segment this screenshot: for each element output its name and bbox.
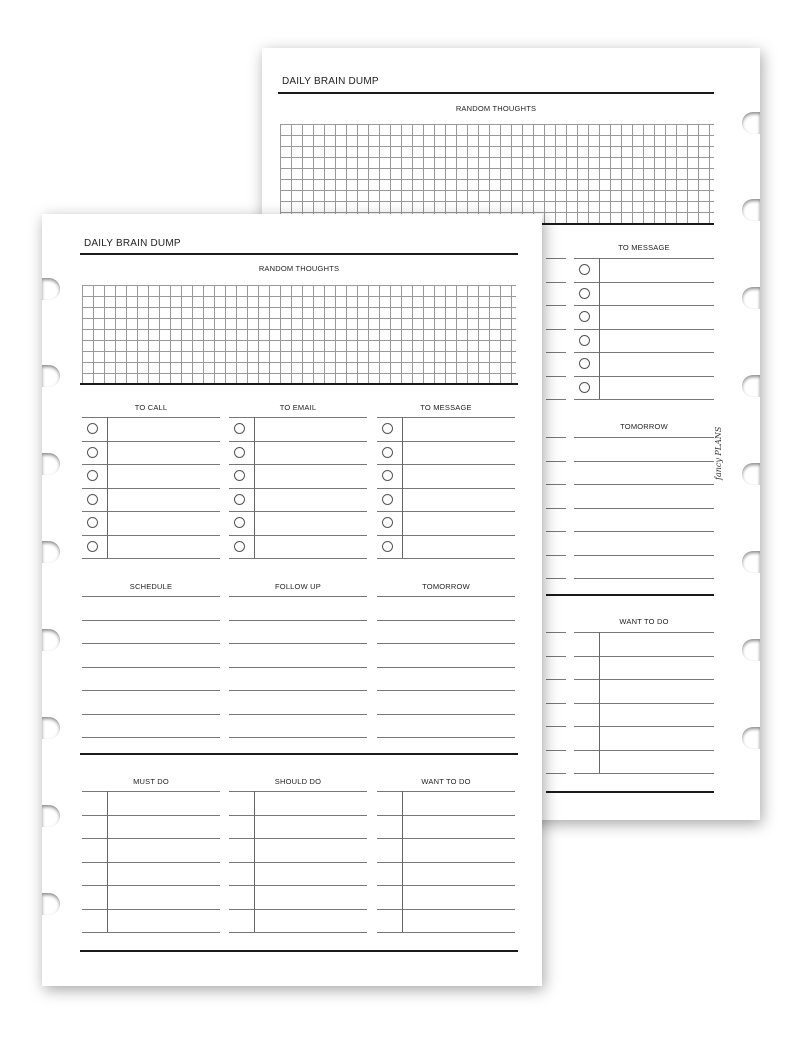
section-rule <box>546 594 714 596</box>
row-line <box>546 750 566 751</box>
margin-line <box>107 417 108 558</box>
row-line <box>574 632 714 633</box>
row-line <box>574 437 714 438</box>
row-line <box>574 282 714 283</box>
row-line <box>377 791 515 792</box>
row-line <box>377 838 515 839</box>
front-planner-page <box>42 214 542 986</box>
row-line <box>229 690 367 691</box>
row-line <box>229 909 367 910</box>
row-line <box>229 417 367 418</box>
to-call-label: TO CALL <box>134 403 168 412</box>
checkbox[interactable] <box>579 335 590 346</box>
row-line <box>82 464 220 465</box>
binding-notch <box>742 551 760 573</box>
row-line <box>574 258 714 259</box>
tomorrow-list[interactable] <box>574 437 714 579</box>
row-line <box>574 531 714 532</box>
row-line <box>229 535 367 536</box>
want-to-do-label: WANT TO DO <box>619 617 669 626</box>
row-line <box>82 737 220 738</box>
random-thoughts-grid[interactable] <box>82 285 516 384</box>
row-line <box>229 791 367 792</box>
follow-up-list[interactable] <box>229 596 367 738</box>
row-line <box>82 535 220 536</box>
row-line <box>82 417 220 418</box>
schedule-label: SCHEDULE <box>129 582 173 591</box>
row-line <box>574 399 714 400</box>
checkbox[interactable] <box>87 494 98 505</box>
row-line <box>574 305 714 306</box>
to-email-label: TO EMAIL <box>279 403 317 412</box>
row-line <box>574 656 714 657</box>
to-email-list[interactable] <box>229 417 367 559</box>
row-line <box>377 464 515 465</box>
row-line <box>546 531 566 532</box>
section-rule <box>80 383 518 385</box>
row-line <box>546 376 566 377</box>
checkbox[interactable] <box>579 288 590 299</box>
binding-notch <box>42 893 60 915</box>
row-line <box>377 862 515 863</box>
schedule-list[interactable] <box>82 596 220 738</box>
checkbox[interactable] <box>234 541 245 552</box>
section-rule <box>80 753 518 755</box>
to-message-list[interactable] <box>574 258 714 400</box>
row-line <box>546 703 566 704</box>
margin-line <box>254 417 255 558</box>
row-line <box>377 417 515 418</box>
row-line <box>574 352 714 353</box>
tomorrow-list[interactable] <box>377 596 515 738</box>
row-line <box>229 596 367 597</box>
checkbox[interactable] <box>579 311 590 322</box>
row-line <box>546 578 566 579</box>
to-message-list[interactable] <box>377 417 515 559</box>
checkbox[interactable] <box>382 517 393 528</box>
checkbox[interactable] <box>382 470 393 481</box>
row-line <box>82 815 220 816</box>
row-line <box>546 656 566 657</box>
checkbox[interactable] <box>579 264 590 275</box>
row-line <box>546 329 566 330</box>
must-do-list[interactable] <box>82 791 220 933</box>
checkbox[interactable] <box>87 447 98 458</box>
row-line <box>546 508 566 509</box>
row-line <box>229 643 367 644</box>
row-line <box>377 667 515 668</box>
to-call-list[interactable] <box>82 417 220 559</box>
row-line <box>377 815 515 816</box>
row-line <box>229 620 367 621</box>
should-do-list[interactable] <box>229 791 367 933</box>
checkbox[interactable] <box>579 382 590 393</box>
row-line <box>377 932 515 933</box>
binding-notch <box>42 805 60 827</box>
row-line <box>546 632 566 633</box>
want-to-do-list[interactable] <box>574 632 714 774</box>
to-email-list[interactable] <box>546 258 566 400</box>
row-line <box>377 885 515 886</box>
row-line <box>546 399 566 400</box>
row-line <box>574 703 714 704</box>
bottom-rule <box>546 791 714 793</box>
checkbox[interactable] <box>87 517 98 528</box>
want-to-do-label: WANT TO DO <box>421 777 471 786</box>
row-line <box>82 690 220 691</box>
row-line <box>377 488 515 489</box>
row-line <box>546 352 566 353</box>
row-line <box>546 305 566 306</box>
binding-notch <box>42 541 60 563</box>
checkbox[interactable] <box>382 541 393 552</box>
random-thoughts-label: RANDOM THOUGHTS <box>455 104 537 113</box>
checkbox[interactable] <box>234 470 245 481</box>
row-line <box>229 488 367 489</box>
row-line <box>82 791 220 792</box>
row-line <box>377 441 515 442</box>
follow-up-label: FOLLOW UP <box>275 582 321 591</box>
row-line <box>82 932 220 933</box>
row-line <box>546 773 566 774</box>
binding-notch <box>742 375 760 397</box>
row-line <box>229 464 367 465</box>
row-line <box>377 643 515 644</box>
follow-up-list[interactable] <box>546 437 566 579</box>
row-line <box>574 508 714 509</box>
row-line <box>377 714 515 715</box>
to-message-label: TO MESSAGE <box>420 403 472 412</box>
row-line <box>229 667 367 668</box>
binding-notch <box>42 365 60 387</box>
row-line <box>229 932 367 933</box>
row-line <box>229 885 367 886</box>
binding-notch <box>742 199 760 221</box>
row-line <box>574 750 714 751</box>
binding-notch <box>742 639 760 661</box>
row-line <box>82 909 220 910</box>
margin-line <box>599 258 600 399</box>
checkbox[interactable] <box>234 494 245 505</box>
row-line <box>82 643 220 644</box>
row-line <box>229 838 367 839</box>
binding-notch <box>742 727 760 749</box>
row-line <box>377 596 515 597</box>
row-line <box>229 441 367 442</box>
row-line <box>377 690 515 691</box>
checkbox[interactable] <box>87 541 98 552</box>
checkbox[interactable] <box>234 517 245 528</box>
row-line <box>574 555 714 556</box>
row-line <box>229 737 367 738</box>
row-line <box>377 535 515 536</box>
row-line <box>377 909 515 910</box>
binding-notch <box>742 463 760 485</box>
row-line <box>229 714 367 715</box>
row-line <box>82 620 220 621</box>
row-line <box>546 258 566 259</box>
brand-logo: fancy PLANS <box>714 426 723 480</box>
row-line <box>82 558 220 559</box>
page-title: DAILY BRAIN DUMP <box>84 238 181 249</box>
row-line <box>574 726 714 727</box>
row-line <box>574 578 714 579</box>
checkbox[interactable] <box>382 447 393 458</box>
binding-notch <box>742 112 760 134</box>
tomorrow-label: TOMORROW <box>620 422 668 431</box>
should-do-label: SHOULD DO <box>274 777 322 786</box>
checkbox[interactable] <box>87 423 98 434</box>
row-line <box>229 511 367 512</box>
row-line <box>546 461 566 462</box>
binding-notch <box>42 629 60 651</box>
row-line <box>82 862 220 863</box>
row-line <box>546 726 566 727</box>
row-line <box>546 484 566 485</box>
row-line <box>82 488 220 489</box>
binding-notch <box>742 287 760 309</box>
margin-line <box>599 632 600 773</box>
to-message-label: TO MESSAGE <box>618 243 670 252</box>
page-title: DAILY BRAIN DUMP <box>282 76 379 87</box>
margin-line <box>254 791 255 932</box>
row-line <box>377 737 515 738</box>
binding-notch <box>42 453 60 475</box>
title-rule <box>278 92 714 94</box>
row-line <box>82 596 220 597</box>
binding-notch <box>42 278 60 300</box>
checkbox[interactable] <box>234 423 245 434</box>
row-line <box>574 773 714 774</box>
checkbox[interactable] <box>382 423 393 434</box>
bottom-rule <box>80 950 518 952</box>
row-line <box>574 484 714 485</box>
row-line <box>377 558 515 559</box>
row-line <box>377 511 515 512</box>
binding-notch <box>42 717 60 739</box>
should-do-list[interactable] <box>546 632 566 774</box>
row-line <box>229 558 367 559</box>
random-thoughts-grid[interactable] <box>280 124 714 223</box>
title-rule <box>80 253 518 255</box>
row-line <box>377 620 515 621</box>
row-line <box>574 679 714 680</box>
must-do-label: MUST DO <box>133 777 169 786</box>
checkbox[interactable] <box>579 358 590 369</box>
row-line <box>82 714 220 715</box>
margin-line <box>402 417 403 558</box>
checkbox[interactable] <box>87 470 98 481</box>
row-line <box>82 511 220 512</box>
row-line <box>546 437 566 438</box>
row-line <box>574 461 714 462</box>
random-thoughts-label: RANDOM THOUGHTS <box>258 264 340 273</box>
checkbox[interactable] <box>234 447 245 458</box>
row-line <box>546 555 566 556</box>
tomorrow-label: TOMORROW <box>422 582 470 591</box>
row-line <box>229 815 367 816</box>
row-line <box>574 376 714 377</box>
checkbox[interactable] <box>382 494 393 505</box>
row-line <box>82 667 220 668</box>
row-line <box>574 329 714 330</box>
row-line <box>82 838 220 839</box>
margin-line <box>402 791 403 932</box>
row-line <box>82 441 220 442</box>
row-line <box>229 862 367 863</box>
row-line <box>82 885 220 886</box>
row-line <box>546 679 566 680</box>
margin-line <box>107 791 108 932</box>
row-line <box>546 282 566 283</box>
want-to-do-list[interactable] <box>377 791 515 933</box>
